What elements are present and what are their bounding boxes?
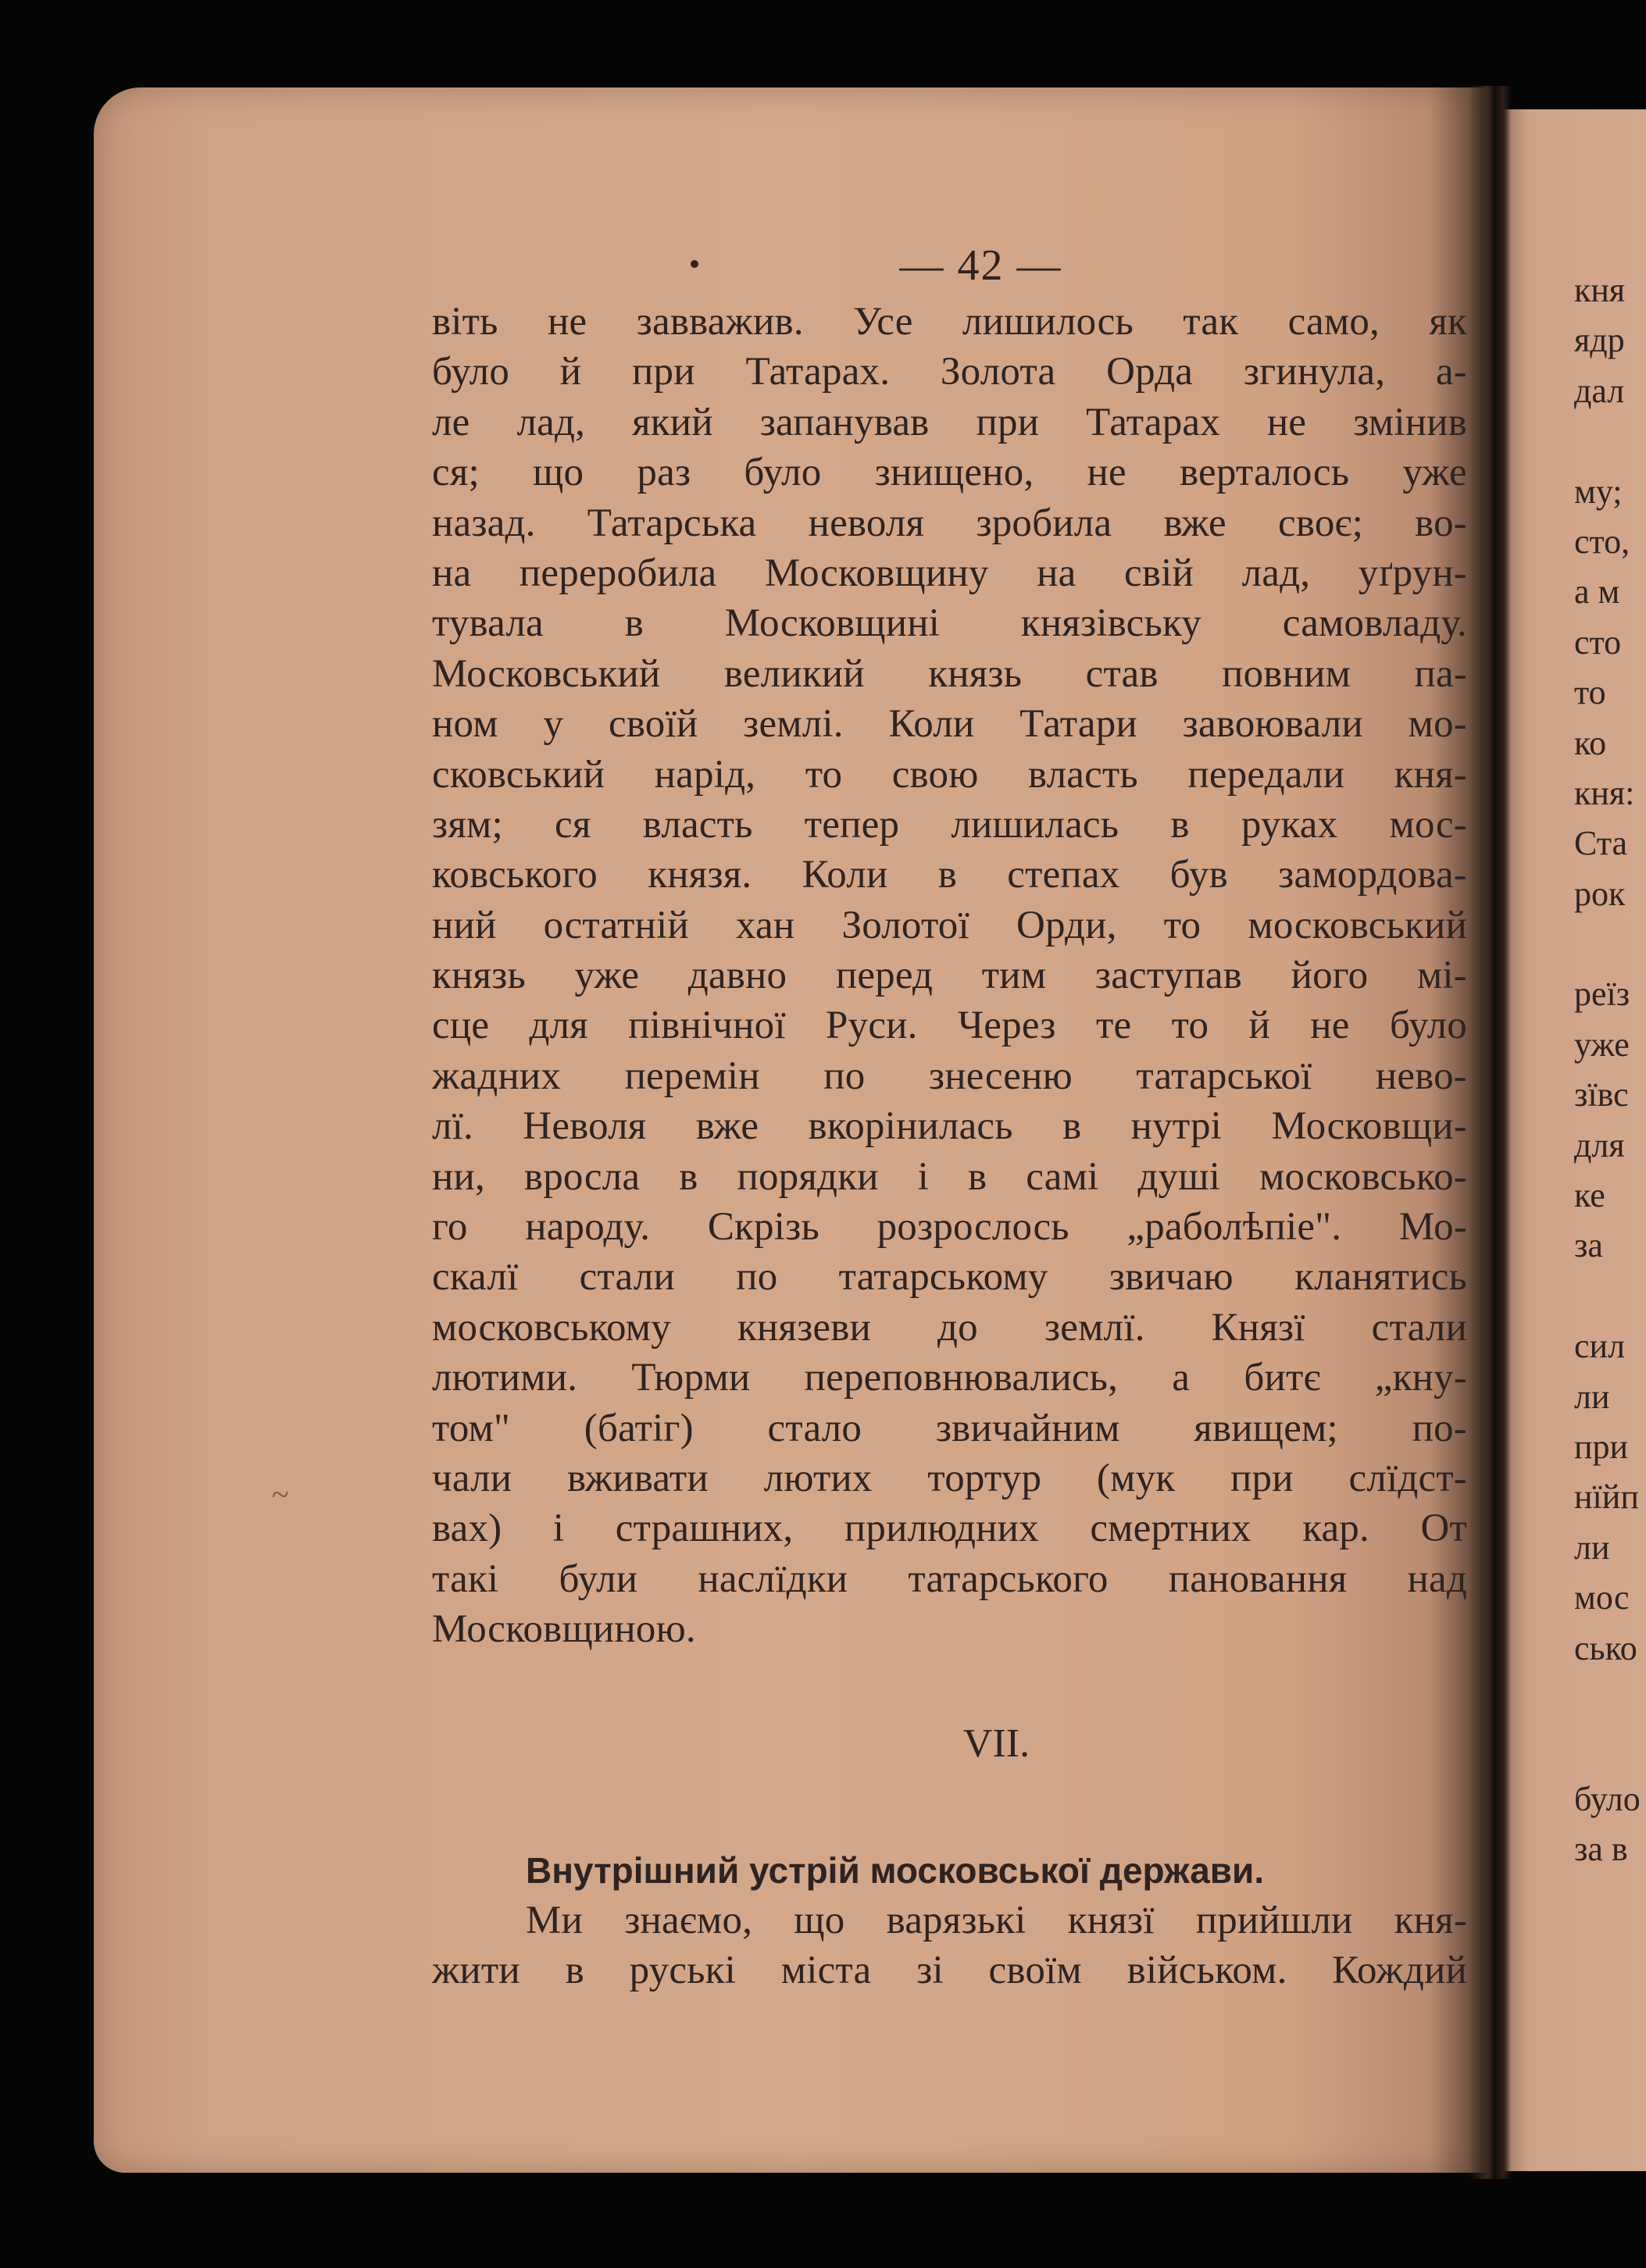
paragraph-line: скалї стали по татарському звичаю кланятись bbox=[432, 1255, 1467, 1300]
right-page-fragment: при bbox=[1574, 1427, 1629, 1466]
paragraph-line: тувала в Московщині князівську самовладу. bbox=[432, 601, 1467, 646]
right-page-fragment: му; bbox=[1574, 472, 1623, 511]
paragraph-line: чали вживати лютих тортур (мук при слїдст- bbox=[432, 1456, 1467, 1500]
right-page-fragment: Ста bbox=[1574, 824, 1628, 863]
right-page-fragment: сил bbox=[1574, 1327, 1626, 1366]
right-page-fragment: ли bbox=[1574, 1528, 1610, 1567]
paragraph-line: зям; ся власть тепер лишилась в руках мос- bbox=[432, 802, 1467, 847]
paragraph-line: ном у своїй землі. Коли Татари завоювали мо- bbox=[432, 702, 1467, 747]
right-page-fragment: за bbox=[1574, 1226, 1603, 1265]
paragraph-line: ковського князя. Коли в степах був замордова- bbox=[432, 853, 1467, 897]
section-line: жити в руські міста зі своїм військом. Кождий bbox=[432, 1948, 1467, 1992]
right-page-fragment: за в bbox=[1574, 1830, 1628, 1869]
paragraph-line: ся; що раз було знищено, не верталось уже bbox=[432, 451, 1467, 495]
paragraph-line: віть не завважив. Усе лишилось так само, як bbox=[432, 300, 1467, 344]
right-page-fragment: сто bbox=[1574, 622, 1622, 662]
paragraph-line: ни, вросла в порядки і в самі душі московсько- bbox=[432, 1154, 1467, 1199]
right-page-fragment: кня bbox=[1574, 271, 1626, 309]
right-page-fragment: нїйп bbox=[1574, 1478, 1639, 1517]
right-page-fragment: сько bbox=[1574, 1628, 1637, 1667]
right-page-fragment: ко bbox=[1574, 723, 1607, 762]
right-page-fragment: для bbox=[1574, 1125, 1625, 1164]
page-number: — 42 — bbox=[899, 241, 1062, 290]
paragraph-line: лютими. Тюрми переповнювались, а битє „кну- bbox=[432, 1356, 1467, 1400]
paragraph-line: ний остатній хан Золотої Орди, то московський bbox=[432, 903, 1467, 947]
right-page-fragment: рок bbox=[1574, 874, 1626, 913]
paragraph-line: Московщиною. bbox=[432, 1607, 696, 1652]
paragraph-line: жадних перемін по знесеню татарської нево- bbox=[432, 1054, 1467, 1098]
right-page-fragment bbox=[1574, 1674, 1646, 1724]
right-page-fragment bbox=[1574, 1724, 1646, 1774]
paragraph-line: го народу. Скрізь розрослось „раболѣпіе". Мо- bbox=[432, 1205, 1467, 1250]
paragraph-line: Московський великий князь став повним па- bbox=[432, 651, 1467, 696]
right-page-fragment: то bbox=[1574, 673, 1606, 712]
paragraph-line: сковський нарід, то свою власть передали кня- bbox=[432, 752, 1467, 797]
section-number: VII. bbox=[962, 1721, 1030, 1766]
paragraph-line: лї. Неволя вже вкорінилась в нутрі Московщи- bbox=[432, 1104, 1467, 1149]
right-page-fragment bbox=[1574, 1271, 1646, 1321]
right-page-fragment: кня: bbox=[1574, 773, 1635, 812]
paragraph-line: московському князеви до землї. Князї стали bbox=[432, 1305, 1467, 1350]
paragraph-line: том" (батіг) стало звичайним явищем; по- bbox=[432, 1406, 1467, 1450]
paragraph-line: князь уже давно перед тим заступав його мі- bbox=[432, 954, 1467, 998]
right-page-fragment: уже bbox=[1574, 1025, 1630, 1064]
margin-mark: ~ bbox=[272, 1477, 289, 1512]
right-page-fragment: зївс bbox=[1574, 1075, 1629, 1114]
right-page-fragment: дал bbox=[1574, 371, 1625, 410]
right-page-fragment bbox=[1574, 919, 1646, 969]
right-page-fragment: мос bbox=[1574, 1578, 1630, 1617]
right-page-fragment: було bbox=[1574, 1779, 1641, 1818]
section-paragraph bbox=[432, 1895, 1467, 1996]
right-page-fragment: сто, bbox=[1574, 522, 1630, 561]
right-page-fragment: реїз bbox=[1574, 975, 1630, 1014]
paragraph bbox=[432, 297, 1467, 1655]
paragraph-line: такі були наслїдки татарського пановання над bbox=[432, 1557, 1467, 1601]
book-spine bbox=[1469, 86, 1512, 2179]
right-page-fragment bbox=[1574, 416, 1646, 466]
right-page-fragment: ке bbox=[1574, 1176, 1605, 1215]
paragraph-line: вах) і страшних, прилюдних смертних кар. От bbox=[432, 1507, 1467, 1551]
paragraph-line: назад. Татарська неволя зробила вже своє; во- bbox=[432, 501, 1467, 545]
paragraph-line: було й при Татарах. Золота Орда згинула, а- bbox=[432, 350, 1467, 394]
left-page-text bbox=[432, 234, 1467, 1995]
section-line: Ми знаємо, що варязькі князї прийшли кня- bbox=[526, 1898, 1467, 1942]
paragraph-line: сце для північної Руси. Через те то й не було bbox=[432, 1004, 1467, 1048]
right-page-fragment: а м bbox=[1574, 572, 1620, 612]
paragraph-line: на переробила Московщину на свій лад, уґрун- bbox=[432, 551, 1467, 595]
right-page-fragment: ядр bbox=[1574, 321, 1625, 360]
paragraph-line: ле лад, який запанував при Татарах не змінив bbox=[432, 400, 1467, 444]
section-heading: Внутрішний устрій московської держави. bbox=[526, 1849, 1265, 1891]
right-page-fragment: ли bbox=[1574, 1377, 1610, 1416]
right-page-text bbox=[1574, 266, 1646, 1875]
